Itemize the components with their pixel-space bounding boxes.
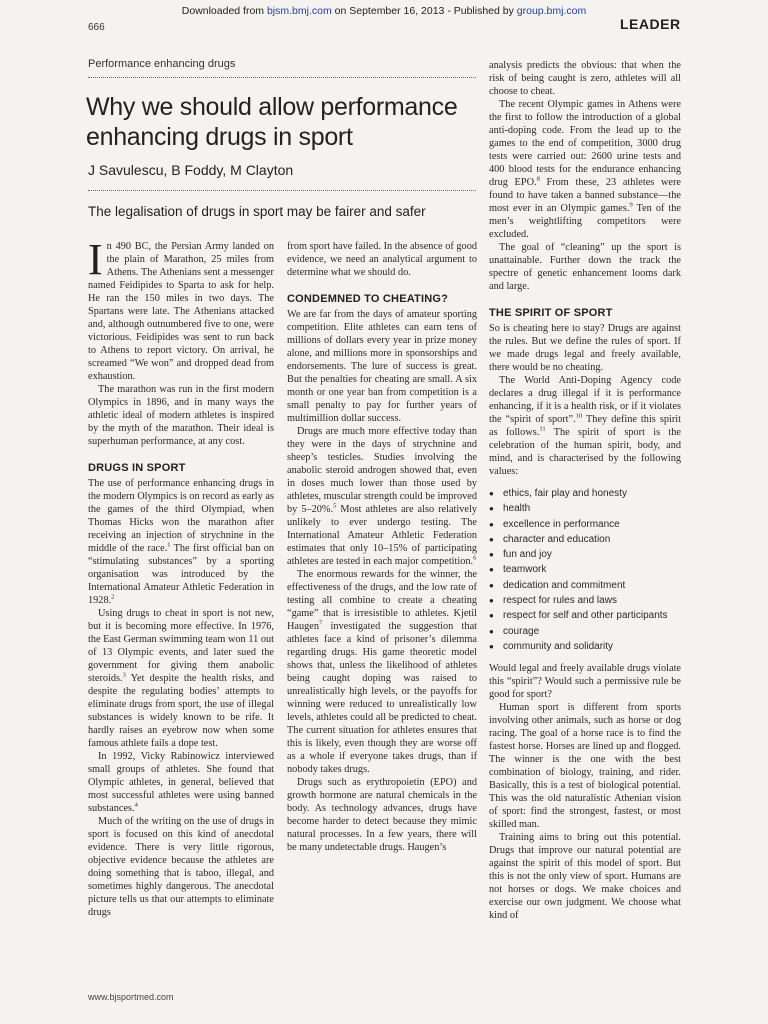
paragraph [88,235,274,383]
journal-url[interactable]: www.bjsportmed.com [88,992,174,1002]
paragraph: So is cheating here to stay? Drugs are against the rules. But we define the rules of sport. If we made drugs legal and freely available, there would be no cheating. [489,323,681,373]
paragraph-text: The enormous rewards for the winner, the effectiveness of the drugs, and the low rate of testing all combine to create a cheating “game” that is irresistible to athletes. Kjetil Haugen [287,569,477,632]
reference-mark[interactable]: 6 [473,554,477,562]
reference-mark[interactable]: 1 [167,541,171,549]
list-item: ● ethics, fair play and honesty [489,486,681,501]
reference-mark[interactable]: 11 [539,425,546,433]
section-heading-condemned-to-cheating: CONDEMNED TO CHEATING? [287,293,449,305]
paragraph-text: Ten of the men’s weightlifting competitors were excluded. [489,203,681,240]
paragraph [88,607,274,750]
reference-mark[interactable]: 9 [629,201,633,209]
section-heading-spirit-of-sport: THE SPIRIT OF SPORT [489,307,613,319]
reference-mark[interactable]: 5 [333,502,337,510]
list-item: ● fun and joy [489,547,681,562]
list-item: ● community and solidarity [489,639,681,654]
column-3 [489,59,681,922]
paragraph: Drugs such as erythropoietin (EPO) and growth hormone are natural chemicals in the body. As technology advances, drugs have become harder to detect because they mimic natural processes. In a few years, there will be many undetectable drugs. Haugen’s [287,777,477,853]
download-prefix-text: Downloaded from [181,5,267,17]
paragraph [88,750,274,815]
reference-mark[interactable]: 3 [122,671,126,679]
paragraph [287,568,477,776]
paragraph: The marathon was run in the first modern Olympics in 1896, and in many ways the athletic ideal of modern athletes is inspired by the myth of the marathon. Their ideal is superhuman performance, at any cost. [88,384,274,447]
article-authors: J Savulescu, B Foddy, M Clayton [88,162,294,178]
paragraph-text: n 490 BC, the Persian Army landed on the plain of Marathon, 25 miles from Athens. The Athenians sent a messenger named Feidipides to Sparta to ask for help. He ran the 150 miles in two days. The Spartans were late. The Athenians attacked and, although outnumbered five to one, were victorious. Feidipides was sent to run back to Athens to report victory. On arrival, he screamed “We won” and dropped dead from exhaustion. [88,241,274,382]
paragraph-text: Yet despite the health risks, and despite the regulating bodies’ attempts to eliminate drugs from sport, the use of illegal substances is widely known to be rife. It hardly raises an eyebrow now when some famous athlete fails a dope test. [88,673,274,749]
paragraph-text: They define this spirit as follows. [489,414,681,438]
paragraph: Human sport is different from sports involving other animals, such as horse or dog racing. The goal of a horse race is to find the fastest horse. Horses are lined up and flogged. The winner is the one with the best combination of biology, training, and rider. Basically, this is a test of biological potential. This was the old naturalistic Athenian vision of sport: find the strongest, fastest, or most skilled man. [489,702,681,831]
list-item: ● courage [489,624,681,639]
paragraph-text: The recent Olympic games in Athens were the first to follow the introduction of a global anti-doping code. From the lead up to the games to the end of competition, 3000 drug tests were carried out: 2600 urine tests and 400 blood tests for the endurance enhancing drug EPO. [489,99,681,188]
list-item: ● dedication and commitment [489,578,681,593]
paragraph-text: In 1992, Vicky Rabinowicz interviewed small groups of athletes. She found that Olympic athletes, in general, believed that most successful athletes were using banned substances. [88,751,274,814]
column-2 [287,240,477,854]
paragraph-text: The spirit of sport is the celebration of the human spirit, body, and mind, and is characterised by the following values: [489,427,681,477]
paragraph-text: From these, 23 athletes were found to have taken a banned substance—the most ever in an Olympic games. [489,177,681,214]
list-item: ● excellence in performance [489,517,681,532]
list-item: ● teamwork [489,562,681,577]
paragraph: The goal of “cleaning” up the sport is unattainable. Further down the track the spectre of genetic enhancement looms dark and large. [489,242,681,292]
column-1 [88,235,274,919]
reference-mark[interactable]: 4 [134,801,138,809]
paragraph: Much of the writing on the use of drugs in sport is focused on this kind of anecdotal evidence. There is very little rigorous, objective evidence because the athletes are doing something that is taboo, illegal, and sometimes highly dangerous. The anecdotal picture tells us that our attempts to eliminate drugs [88,816,274,918]
list-item: ● character and education [489,532,681,547]
reference-mark[interactable]: 10 [575,412,583,420]
drop-cap: I [88,235,103,284]
paragraph: We are far from the days of amateur sporting competition. Elite athletes can earn tens of millions of dollars every year in prize money alone, and millions more in sponsorships and endorsements. The lure of success is great. But the penalties for cheating are small. A six month or one year ban from competition is a small penalty to pay for further years of multimillion dollar success. [287,309,477,424]
divider [88,190,476,191]
paragraph [88,477,274,607]
section-heading-drugs-in-sport: DRUGS IN SPORT [88,462,186,474]
paragraph [287,425,477,568]
article-title: Why we should allow performance enhancing drugs in sport [86,93,458,151]
paragraph-text: The World Anti-Doping Agency code declares a drug illegal if it is performance enhancing, if it is a health risk, or if it violates the “spirit of sport”. [489,375,681,425]
paragraph-text: Using drugs to cheat in sport is not new, but it is becoming more effective. In 1976, the East German swimming team won 11 out of 13 Olympic events, and later sued the government for giving them anabolic steroids. [88,608,274,684]
paragraph-text: investigated the suggestion that athletes face a kind of prisoner’s dilemma regarding drugs. His game theoretic model shows that, unless the likelihood of athletes being caught doping was raised to unrealistically high levels, or the payoffs for winning were reduced to unrealistically low levels, athletes could all be predicted to cheat. The current situation for athletes ensures that this is likely, even though they are worse off as a whole if everyone takes drugs, than if nobody takes drugs. [287,621,477,775]
paragraph: Would legal and freely available drugs violate this “spirit”? Would such a permissive rule be good for sport? [489,663,681,701]
publisher-link[interactable]: group.bmj.com [516,5,587,17]
list-item: ● respect for self and other participants [489,608,681,623]
section-heading: LEADER [620,16,681,32]
list-item: ● respect for rules and laws [489,593,681,608]
reference-mark[interactable]: 7 [319,619,323,627]
paragraph-text: Most athletes are also relatively unlikely to ever undergo testing. The International Amateur Athletic Federation estimates that only 10–15% of participating athletes are tested in each major competition. [287,504,478,567]
paragraph: analysis predicts the obvious: that when the risk of being caught is zero, athletes will all choose to cheat. [489,60,681,97]
divider [88,77,476,78]
list-item: ● health [489,501,681,516]
paragraph-text: The first official ban on “stimulating substances” by a sporting organisation was introduced by the International Amateur Athletic Federation in 1928. [88,543,274,606]
spirit-values-list [489,486,681,654]
download-date-text: on September 16, 2013 - Published by [331,5,517,17]
paragraph [489,374,681,478]
article-standfirst: The legalisation of drugs in sport may be fairer and safer [88,204,426,219]
reference-mark[interactable]: 2 [111,593,115,601]
page-number: 666 [88,22,105,33]
paragraph-text: Drugs are much more effective today than they were in the days of strychnine and sheep’s testicles. Studies involving the anabolic steroid androgen showed that, even in doses much lower than those used by athletes, muscular strength could be improved by 5–20%. [287,426,477,515]
paragraph: from sport have failed. In the absence of good evidence, we need an analytical argument to determine what we should do. [287,241,477,278]
paragraph [489,98,681,241]
article-category: Performance enhancing drugs [88,58,236,70]
paragraph-text: The use of performance enhancing drugs in the modern Olympics is on record as early as the games of the third Olympiad, when Thomas Hicks won the marathon after receiving an injection of strychnine in the middle of the race. [88,478,274,554]
bjsm-link[interactable]: bjsm.bmj.com [266,5,332,17]
reference-mark[interactable]: 8 [536,175,540,183]
paragraph: Training aims to bring out this potential. Drugs that improve our natural potential are against the spirit of this model of sport. But this is not the only view of sport. Humans are not horses or dogs. We make choices and exercise our own judgment. We choose what kind of [489,832,681,922]
